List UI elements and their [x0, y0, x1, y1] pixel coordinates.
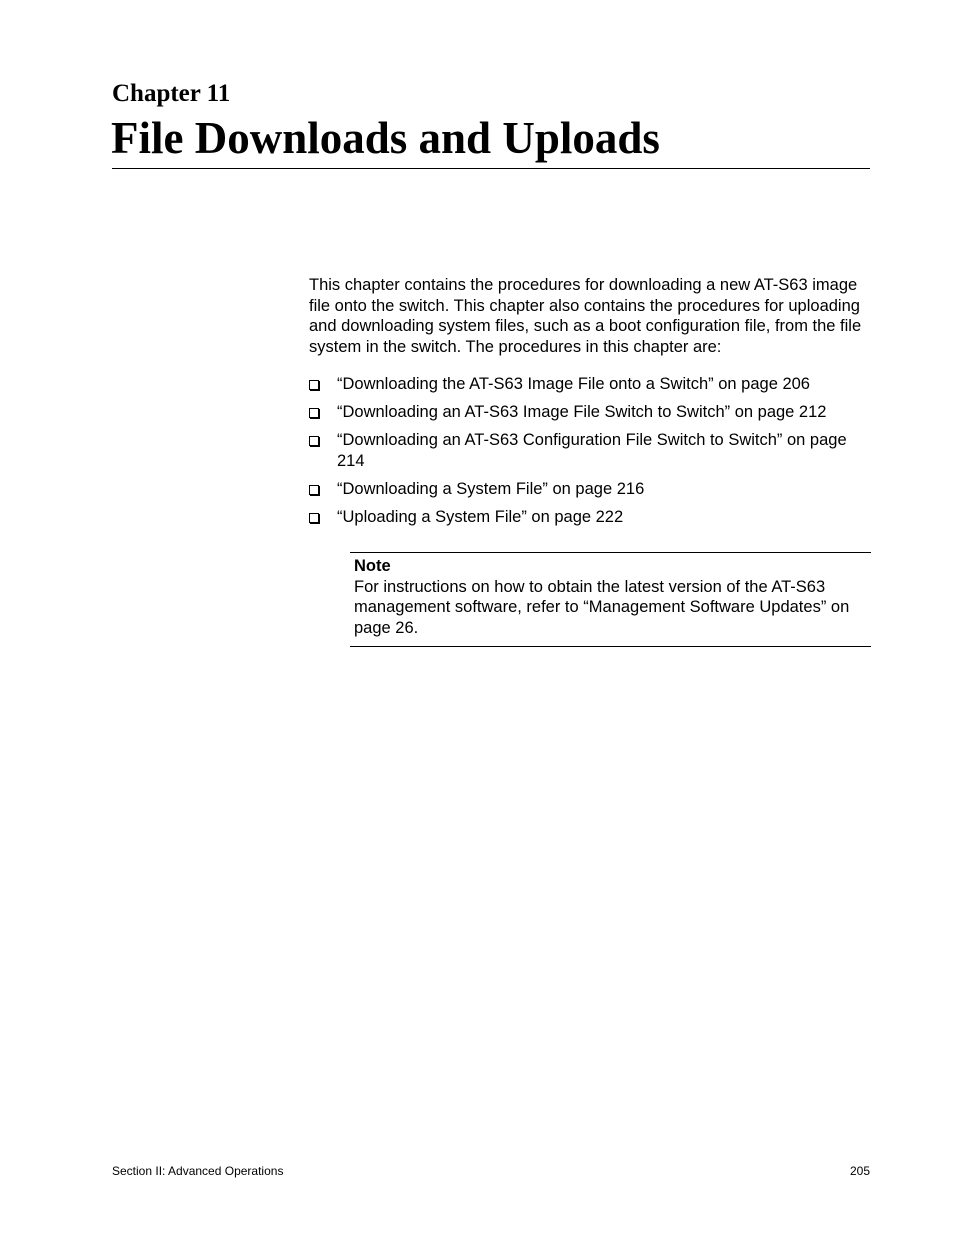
note-box	[350, 552, 871, 647]
checkbox-bullet-icon	[309, 408, 319, 418]
footer-section-label: Section II: Advanced Operations	[112, 1164, 284, 1178]
procedure-link[interactable]: “Uploading a System File” on page 222	[337, 507, 624, 526]
list-item	[309, 374, 869, 395]
title-divider	[112, 168, 870, 169]
list-item	[309, 430, 869, 471]
checkbox-bullet-icon	[309, 513, 319, 523]
list-item	[309, 479, 869, 500]
procedure-link[interactable]: “Downloading a System File” on page 216	[337, 479, 645, 498]
list-item	[309, 402, 869, 423]
checkbox-bullet-icon	[309, 380, 319, 390]
procedure-link[interactable]: “Downloading an AT-S63 Image File Switch to Switch” on page 212	[337, 403, 827, 421]
checkbox-bullet-icon	[309, 485, 319, 495]
procedure-link[interactable]: “Downloading the AT-S63 Image File onto a Switch” on page 206	[337, 375, 810, 393]
procedure-list	[309, 374, 869, 535]
list-item	[309, 507, 869, 528]
footer-page-number: 205	[849, 1164, 870, 1178]
checkbox-bullet-icon	[309, 436, 319, 446]
note-heading: Note	[354, 557, 391, 575]
note-body: For instructions on how to obtain the latest version of the AT-S63 management software, refer to “Management Software Updates” on page 26.	[354, 577, 850, 637]
chapter-title: File Downloads and Uploads	[111, 113, 660, 163]
chapter-label: Chapter 11	[112, 80, 231, 107]
procedure-link[interactable]: “Downloading an AT-S63 Configuration File Switch to Switch” on page 214	[337, 431, 847, 470]
intro-paragraph: This chapter contains the procedures for downloading a new AT-S63 image file onto the switch. This chapter also contains the procedures for uploading and downloading system files, such as a boot configuration file, from the file system in the switch. The procedures in this chapter are:	[309, 276, 862, 356]
